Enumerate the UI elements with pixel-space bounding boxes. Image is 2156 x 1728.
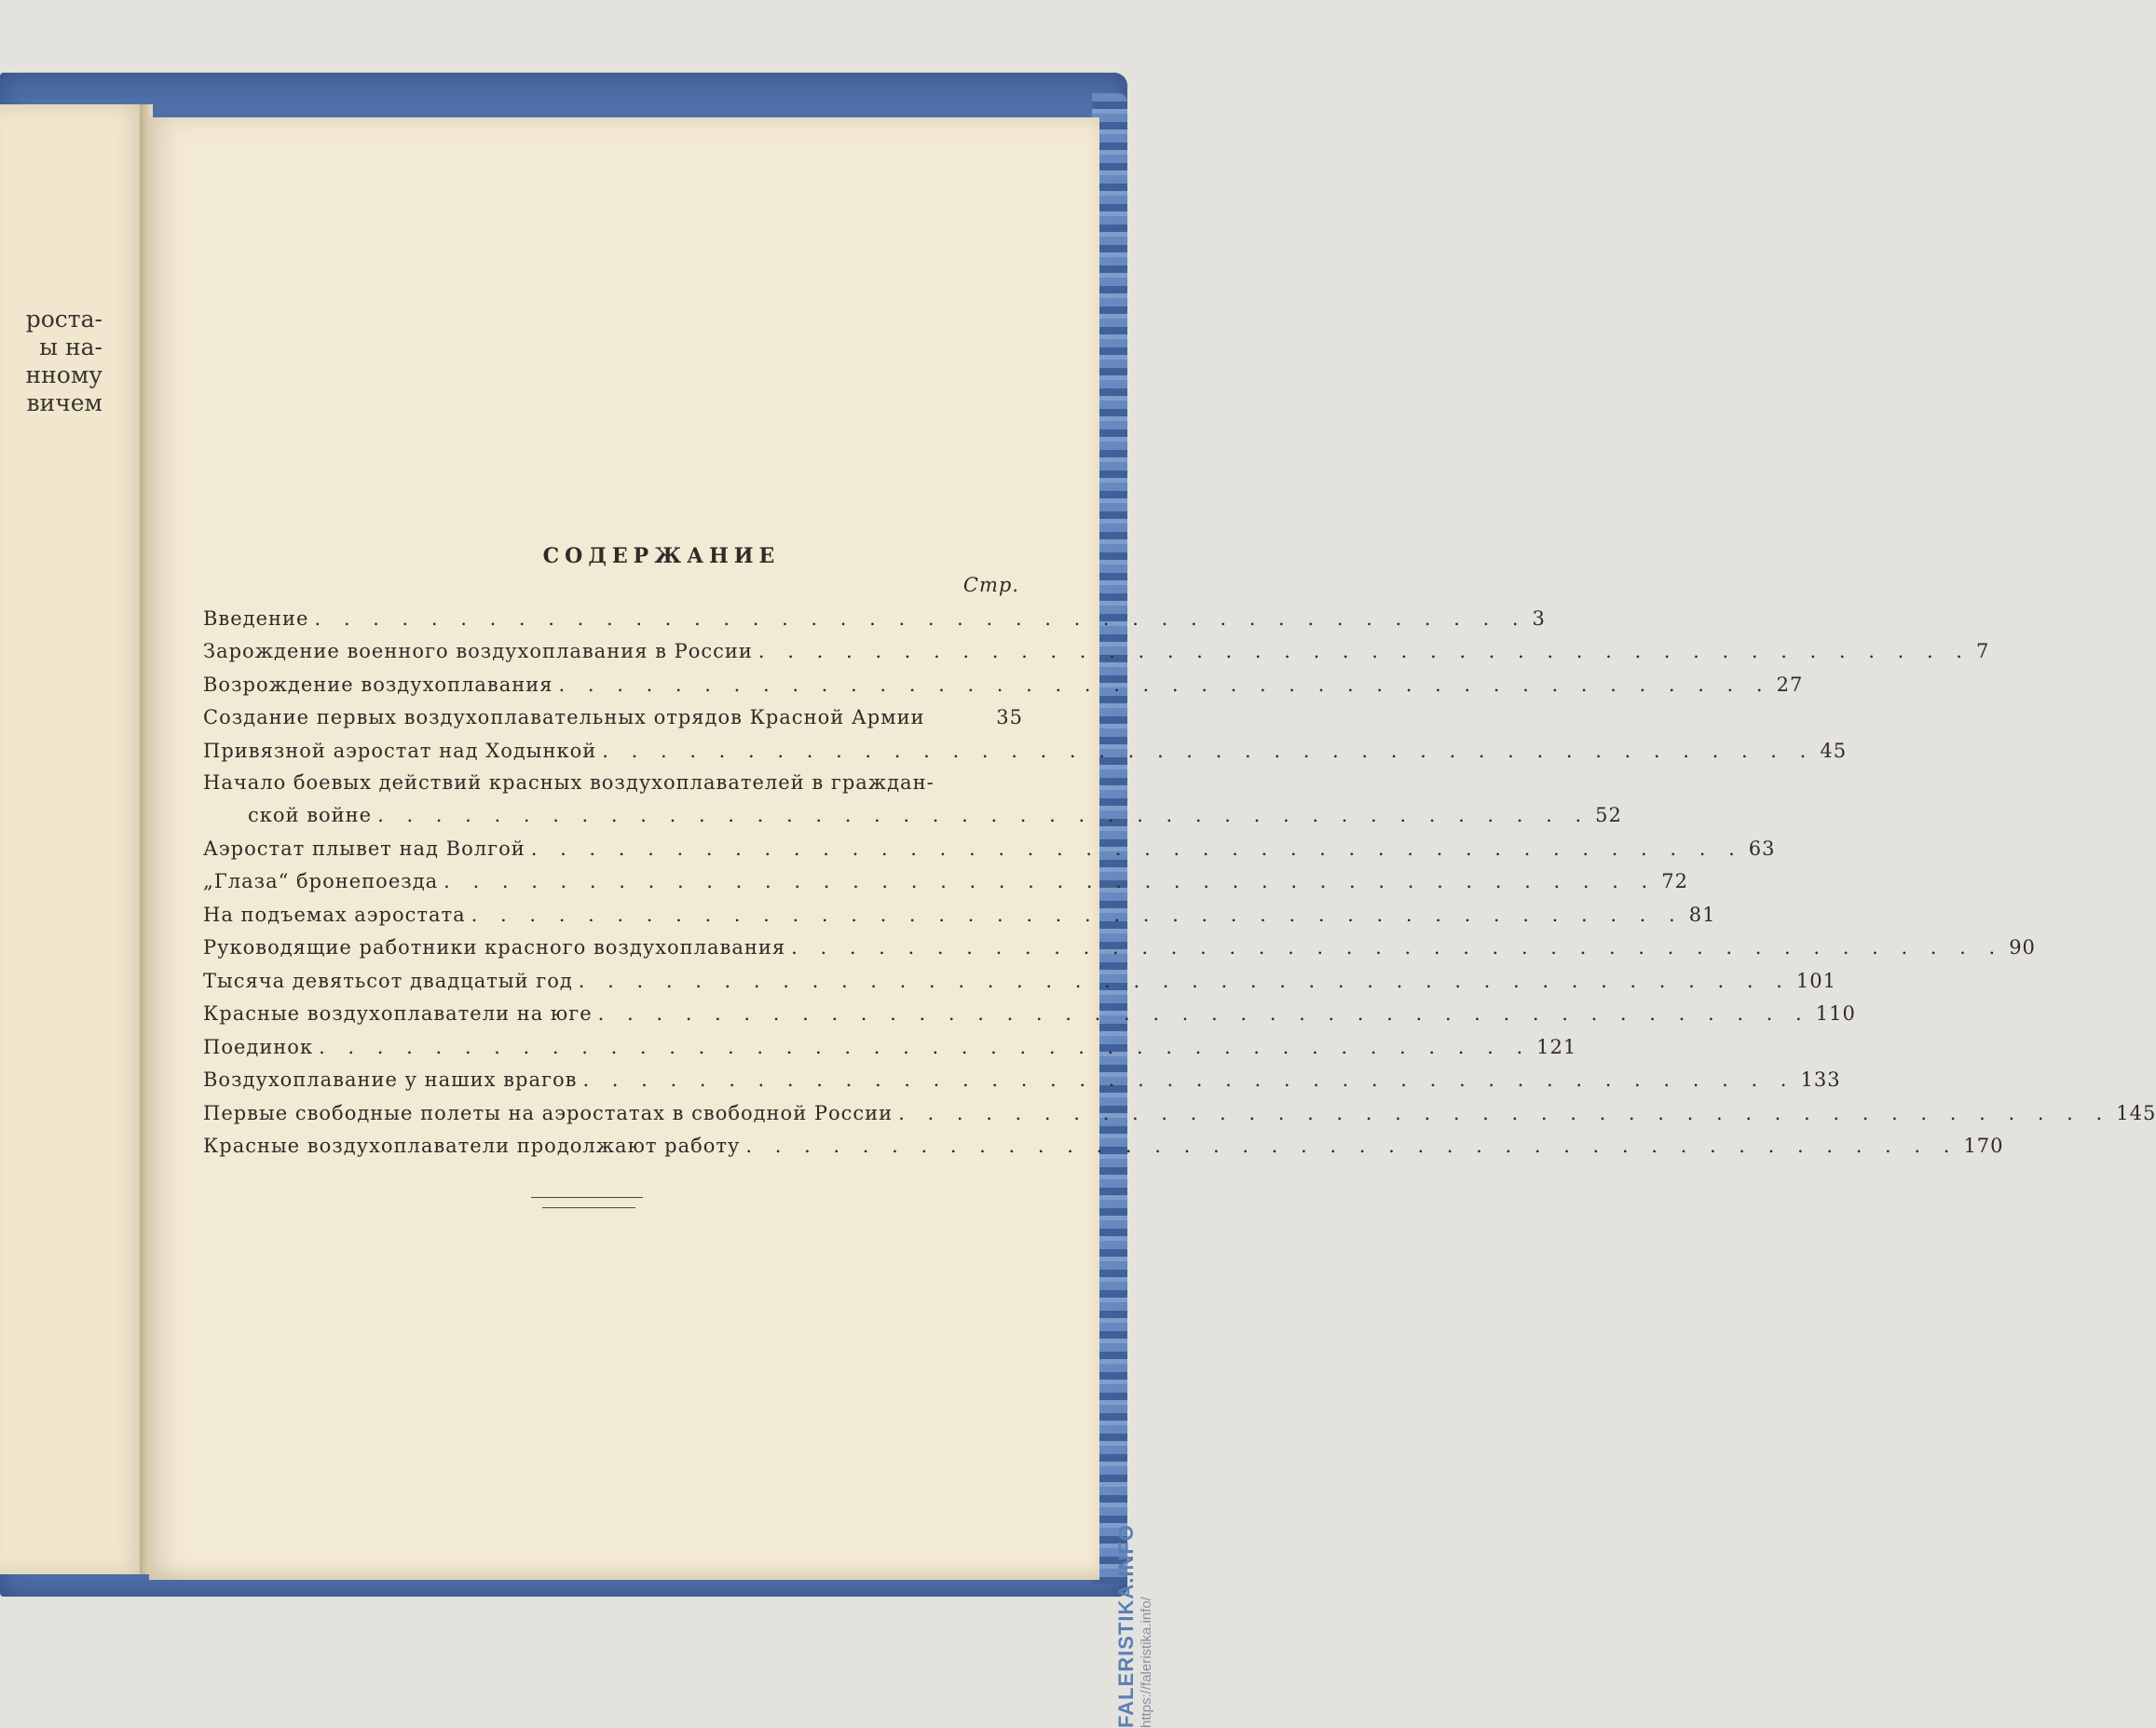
toc-entry-title: Создание первых воздухоплавательных отрядов Красной Армии: [203, 706, 925, 728]
toc-leader-dots: . . . . . . . . . . . . . . . . . . . . . . . . . . . . . . . . . . . . . . . . . .: [319, 1035, 1532, 1058]
toc-entry-page: 72: [1661, 870, 1688, 892]
toc-leader-dots: . . . . . . . . . . . . . . . . . . . . . . . . . . . . . . . . . . . . . . . . . .: [377, 804, 1590, 826]
toc-entry: [203, 1124, 2004, 1158]
watermark: [1098, 1524, 1154, 1728]
toc-leader-dots: . . . . . . . . . . . . . . . . . . . . . . . . . . . . . . . . . . . . . . . . . .: [530, 837, 1743, 860]
end-rule-top: [531, 1197, 643, 1198]
toc-entry-title: „Глаза“ бронепоезда: [203, 870, 439, 892]
toc-entry-page: 35: [996, 706, 1023, 728]
left-page-text: [0, 306, 102, 417]
toc-leader-dots: . . . . . . . . . . . . . . . . . . . . . . . . . . . . . . . . . . . . . . . . . .: [791, 936, 2004, 959]
toc-entry-page: 133: [1800, 1068, 1841, 1091]
toc-leader-dots: . . . . . . . . . . . . . . . . . . . . . . . . . . . . . . . . . . . . . . . . . .: [757, 640, 1971, 662]
toc-entry-title: Возрождение воздухоплавания: [203, 673, 553, 696]
toc-entry: [203, 696, 1023, 729]
toc-entry-page: 145: [2116, 1101, 2156, 1124]
toc-leader-dots: . . . . . . . . . . . . . . . . . . . . . . . . . . . . . . . . . . . . . . . . . .: [578, 969, 1791, 992]
toc-entry-title: Первые свободные полеты на аэростатах в свободной России: [203, 1101, 894, 1124]
left-line: ы на-: [39, 333, 102, 361]
table-of-contents: [203, 574, 2156, 1157]
toc-entry-page: 81: [1688, 903, 1716, 926]
toc-entry-page: 101: [1795, 969, 1836, 992]
left-line: роста-: [25, 306, 102, 333]
toc-entry: [203, 860, 1688, 893]
toc-entry-page: 52: [1595, 804, 1622, 826]
toc-entry-title: Воздухоплавание у наших врагов: [203, 1068, 578, 1091]
toc-entry-page: 121: [1536, 1035, 1577, 1058]
toc-entry: [203, 926, 2036, 959]
toc-leader-dots: . . . . . . . . . . . . . . . . . . . . . . . . . . . . . . . . . . . . . . . . . .: [443, 870, 1657, 892]
watermark-brand: FALERISTIKA.INFO: [1114, 1524, 1138, 1728]
toc-entry: [203, 992, 1856, 1026]
right-page: [149, 117, 2156, 1580]
page-column-label: Стр.: [962, 574, 1019, 596]
toc-entry-title: Руководящие работники красного воздухоплавания: [203, 936, 786, 959]
toc-entry-page: 27: [1776, 673, 1804, 696]
toc-entry-line1: [203, 762, 1023, 794]
left-line: вичем: [26, 389, 102, 416]
toc-entry-title: Поединок: [203, 1035, 314, 1058]
toc-entry: [203, 826, 1776, 860]
toc-leader-dots: . . . . . . . . . . . . . . . . . . . . . . . . . . . . . . . . . . . . . . . . . .: [602, 739, 1815, 762]
toc-entry-title-line2: ской войне: [248, 804, 373, 826]
toc-entry: [203, 794, 1622, 827]
toc-entry: [203, 892, 1716, 926]
toc-leader-dots: . . . . . . . . . . . . . . . . . . . . . . . . . . . . . . . . . . . . . . . . . .: [558, 673, 1771, 696]
toc-leader-dots: . . . . . . . . . . . . . . . . . . . . . . . . . . . . . . . . . . . . . . . . . .: [314, 606, 1527, 630]
toc-entry-page: 90: [2009, 936, 2036, 959]
toc-entry: [203, 596, 1546, 630]
toc-entry-title: Зарождение военного воздухоплавания в России: [203, 640, 753, 662]
toc-entry-title: Красные воздухоплаватели на юге: [203, 1002, 593, 1025]
toc-entry: [203, 728, 1848, 762]
toc-entry-page: 3: [1532, 606, 1546, 630]
toc-entry-title: Введение: [203, 606, 309, 630]
toc-entry-title: Привязной аэростат над Ходынкой: [203, 739, 597, 762]
toc-entry-title: Аэростат плывет над Волгой: [203, 837, 525, 860]
toc-entry: [203, 630, 1990, 663]
toc-entry-title-line1: Начало боевых действий красных воздухоплавателей в граждан-: [203, 770, 935, 794]
toc-leader-dots: . . . . . . . . . . . . . . . . . . . . . . . . . . . . . . . . . . . . . . . . . .: [471, 903, 1684, 926]
left-page: [0, 104, 147, 1574]
toc-entry: [203, 1091, 2156, 1124]
toc-entry-title: Красные воздухоплаватели продолжают работу: [203, 1135, 741, 1157]
left-line: нному: [25, 361, 102, 388]
toc-entry-title: Тысяча девятьсот двадцатый год: [203, 969, 573, 992]
toc-entry-page: 63: [1748, 837, 1776, 860]
watermark-url: https://faleristika.info/: [1139, 1597, 1154, 1728]
toc-entry-page: 110: [1815, 1002, 1856, 1025]
toc-entry-page: 45: [1820, 739, 1848, 762]
toc-entry-page: 7: [1975, 640, 1990, 662]
toc-entry: [203, 1025, 1577, 1058]
toc-entry-page: 170: [1963, 1135, 2004, 1157]
toc-entry: [203, 662, 1804, 696]
toc-leader-dots: . . . . . . . . . . . . . . . . . . . . . . . . . . . . . . . . . . . . . . . . . .: [898, 1101, 2111, 1124]
toc-entry: [203, 959, 1836, 992]
toc-leader-dots: . . . . . . . . . . . . . . . . . . . . . . . . . . . . . . . . . . . . . . . . . .: [745, 1135, 1958, 1157]
toc-entry-title: На подъемах аэростата: [203, 903, 466, 926]
toc-title: СОДЕРЖАНИЕ: [542, 544, 781, 568]
toc-leader-dots: . . . . . . . . . . . . . . . . . . . . . . . . . . . . . . . . . . . . . . . . . .: [597, 1002, 1810, 1025]
toc-leader-dots: . . . . . . . . . . . . . . . . . . . . . . . . . . . . . . . . . . . . . . . . . .: [582, 1068, 1795, 1091]
toc-entry: [203, 1058, 1841, 1092]
end-rule-bottom: [542, 1207, 635, 1208]
